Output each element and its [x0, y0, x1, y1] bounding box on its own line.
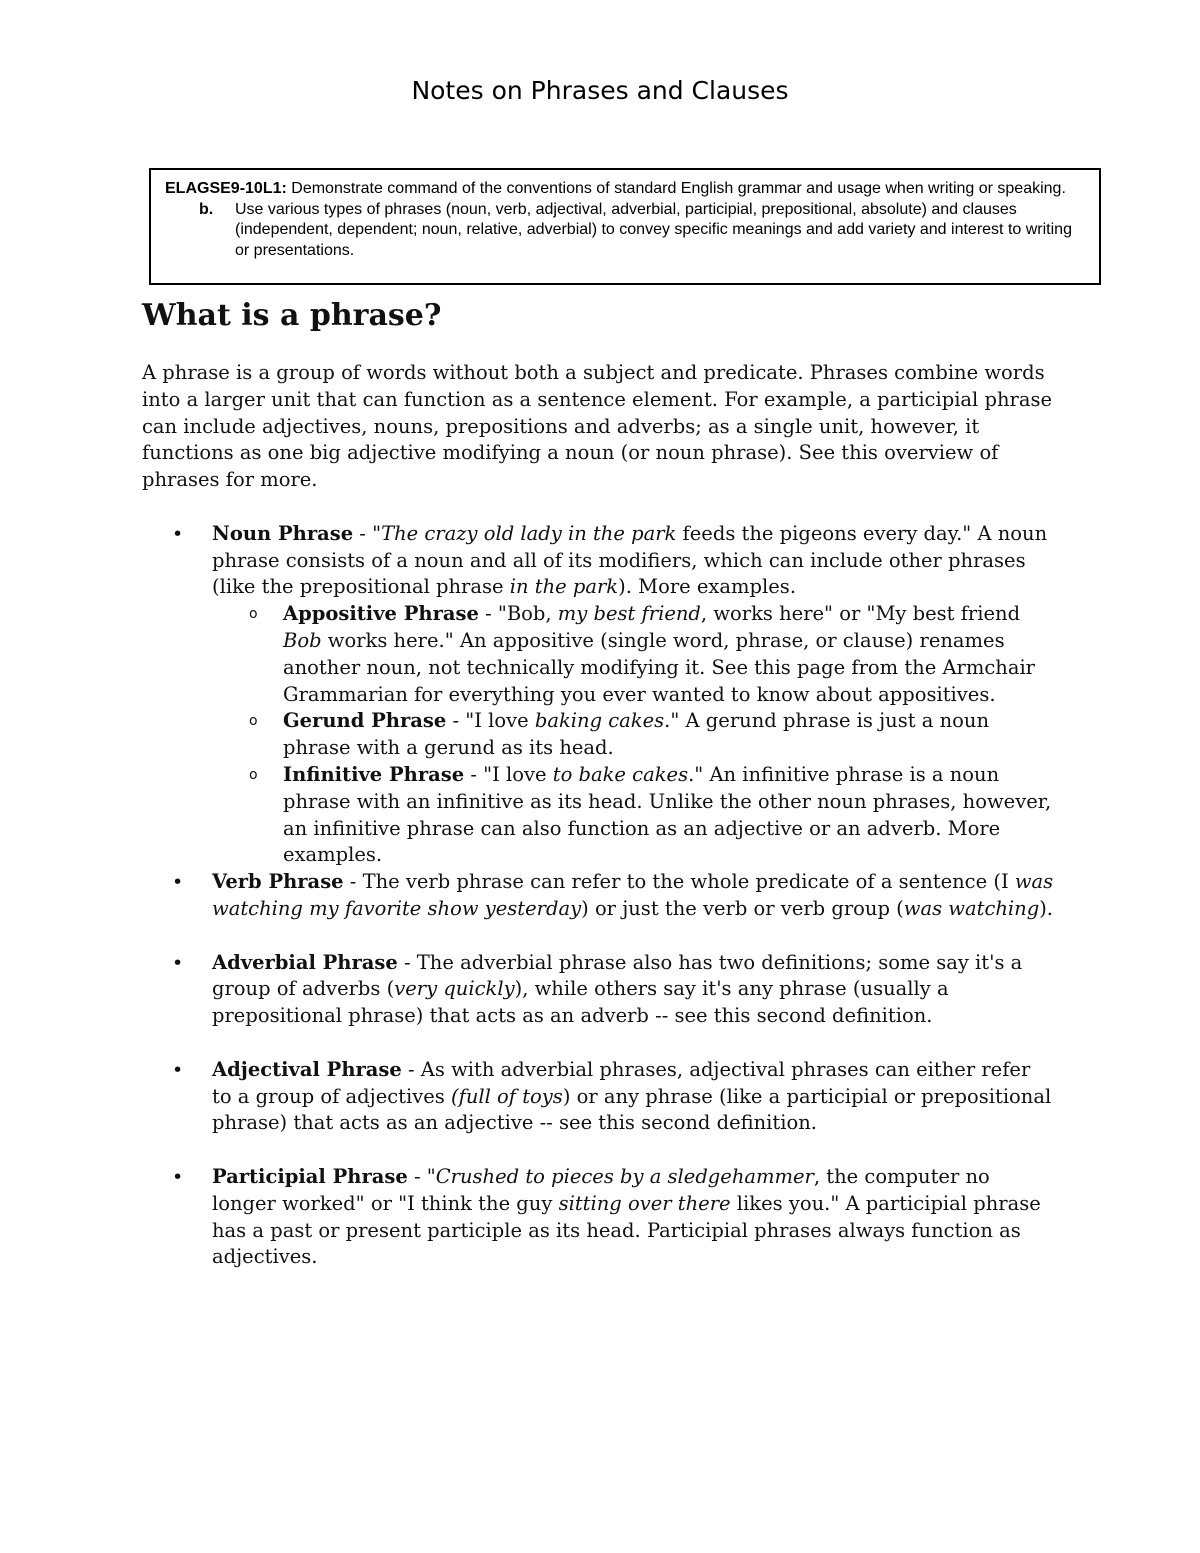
definition-text: likes you." A participial phrase has a past or present participle as its head. Participial phrases always function as adjectives.	[212, 1191, 1041, 1269]
example-text: was watching my favorite show yesterday	[212, 870, 1054, 920]
term-infinitive-phrase: Infinitive Phrase	[283, 762, 465, 786]
list-item-adjectival-phrase	[142, 1057, 1054, 1137]
document-title: Notes on Phrases and Clauses	[411, 76, 789, 105]
term-adverbial-phrase: Adverbial Phrase	[212, 950, 398, 974]
example-text: my best friend	[557, 602, 701, 626]
definition-text: ." A gerund phrase is just a noun phrase with a gerund as its head.	[283, 709, 990, 760]
bullet-icon: •	[172, 951, 184, 974]
example-text: sitting over there	[558, 1191, 731, 1215]
definition-text: ), while others say it's any phrase (usually a prepositional phrase) that acts as an adverb -- see this second definition.	[212, 977, 949, 1028]
definition-text: - The verb phrase can refer to the whole predicate of a sentence (I	[343, 870, 1015, 894]
example-text: in the park	[509, 575, 619, 599]
example-text: Bob	[283, 628, 322, 652]
term-adjectival-phrase: Adjectival Phrase	[212, 1057, 402, 1081]
standard-item-text: Use various types of phrases (noun, verb, adjectival, adverbial, participial, prepositional, absolute) and clauses (independent, dependent; noun, relative, adverbial) to convey specific meanings and add variety and interest to writing or presentations.	[235, 200, 1072, 259]
definition-text: feeds the pigeons every day." A noun phrase consists of a noun and all of its modifiers, which can include other phrases (like the prepositional phrase	[212, 521, 1048, 599]
term-gerund-phrase: Gerund Phrase	[283, 709, 447, 733]
example-text: The crazy old lady in the park	[381, 521, 677, 545]
circle-bullet-icon: o	[249, 766, 258, 783]
term-participial-phrase: Participial Phrase	[212, 1164, 408, 1188]
example-text: Crushed to pieces by a sledgehammer	[435, 1164, 814, 1188]
circle-bullet-icon: o	[249, 606, 258, 623]
definition-text: , works here" or "My best friend	[700, 602, 1021, 626]
definition-text: ).	[1039, 896, 1054, 920]
definition-text: - The adverbial phrase also has two definitions; some say it's a group of adverbs (	[212, 950, 1023, 1001]
definition-text: - "	[407, 1164, 436, 1188]
bullet-icon: •	[172, 1165, 184, 1188]
example-text: very quickly	[394, 977, 515, 1001]
list-item-noun-phrase	[142, 521, 1054, 869]
definition-text: ) or just the verb or verb group (	[581, 896, 904, 920]
term-verb-phrase: Verb Phrase	[212, 870, 344, 894]
list-item-gerund-phrase	[212, 708, 1054, 762]
list-item-verb-phrase	[142, 869, 1054, 923]
bullet-icon: •	[172, 1058, 184, 1081]
list-item-infinitive-phrase	[212, 762, 1054, 869]
standard-statement	[165, 179, 1085, 200]
circle-bullet-icon: o	[249, 713, 258, 730]
definition-text: , the computer no longer worked" or "I think the guy	[212, 1164, 990, 1215]
noun-phrase-sublist	[212, 601, 1054, 869]
standard-item-letter: b.	[199, 200, 214, 218]
term-appositive-phrase: Appositive Phrase	[283, 602, 479, 626]
definition-text: ) or any phrase (like a participial or prepositional phrase) that acts as an adjective -- see this second definition.	[212, 1084, 1052, 1135]
list-item-adverbial-phrase	[142, 950, 1054, 1030]
definition-text: - "Bob,	[478, 602, 558, 626]
definition-text: ). More examples.	[618, 575, 797, 599]
definition-text: ." An infinitive phrase is a noun phrase with an infinitive as its head. Unlike the other noun phrases, however, an infinitive phrase can also function as an adjective or an adverb. More examples.	[283, 762, 1052, 867]
example-text: was watching	[903, 896, 1040, 920]
main-content	[142, 360, 1054, 1271]
phrase-list	[142, 521, 1054, 1271]
list-item-participial-phrase	[142, 1164, 1054, 1271]
list-item-appositive-phrase	[212, 601, 1054, 708]
example-text: baking cakes	[534, 709, 665, 733]
example-text: (full of toys	[451, 1084, 563, 1108]
standard-text: Demonstrate command of the conventions of standard English grammar and usage when writing or speaking.	[286, 180, 1066, 197]
standard-item-b	[165, 200, 1085, 262]
definition-text: - As with adverbial phrases, adjectival phrases can either refer to a group of adjectives	[212, 1057, 1031, 1108]
section-heading: What is a phrase?	[142, 298, 442, 333]
bullet-icon: •	[172, 522, 184, 545]
bullet-icon: •	[172, 871, 184, 894]
standard-code: ELAGSE9-10L1:	[165, 180, 287, 197]
example-text: to bake cakes	[552, 762, 689, 786]
definition-text: - "I love	[446, 709, 535, 733]
definition-text: - "I love	[464, 762, 553, 786]
definition-text: works here." An appositive (single word, phrase, or clause) renames another noun, not technically modifying it. See this page from the Armchair Grammarian for everything you ever wanted to know about appositives.	[283, 628, 1036, 706]
term-noun-phrase: Noun Phrase	[212, 521, 354, 545]
definition-text: - "	[353, 521, 382, 545]
standard-box	[149, 168, 1101, 285]
intro-paragraph: A phrase is a group of words without both a subject and predicate. Phrases combine words into a larger unit that can function as a sentence element. For example, a participial phrase can include adjectives, nouns, prepositions and adverbs; as a single unit, however, it functions as one big adjective modifying a noun (or noun phrase). See this overview of phrases for more.	[142, 361, 1053, 492]
